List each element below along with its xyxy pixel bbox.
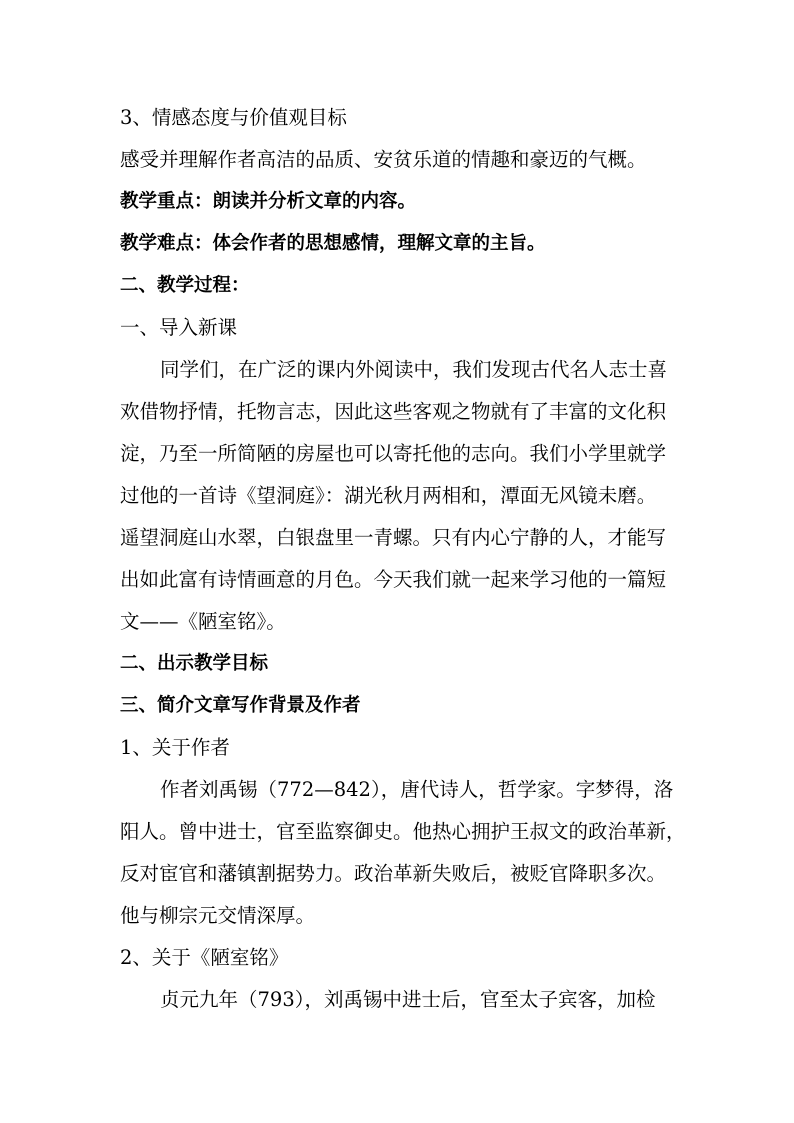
teaching-key-point: 教学重点：朗读并分析文章的内容。 [120, 191, 417, 212]
paragraph-line: 文——《陋室铭》。 [120, 610, 286, 633]
section-heading-show-goals: 二、出示教学目标 [120, 653, 269, 674]
paragraph-line: 他与柳宗元交情深厚。 [120, 904, 316, 927]
paragraph-line: 欢借物抒情，托物言志，因此这些客观之物就有了丰富的文化积 [120, 400, 667, 423]
subsection-heading-author: 1、关于作者 [120, 736, 230, 759]
paragraph-line: 感受并理解作者高洁的品质、安贫乐道的情趣和豪迈的气概。 [120, 148, 647, 171]
section-heading-emotion-goals: 3、情感态度与价值观目标 [120, 106, 347, 129]
paragraph-line: 阳人。曾中进士，官至监察御史。他热心拥护王叔文的政治革新， [120, 820, 686, 843]
subsection-heading-lou-shi-ming: 2、关于《陋室铭》 [120, 946, 289, 969]
paragraph-line: 出如此富有诗情画意的月色。今天我们就一起来学习他的一篇短 [120, 568, 667, 591]
section-heading-teaching-process: 二、教学过程： [120, 275, 250, 296]
paragraph-line: 贞元九年（793），刘禹锡中进士后，官至太子宾客，加检 [160, 988, 656, 1011]
paragraph-line: 遥望洞庭山水翠，白银盘里一青螺。只有内心宁静的人，才能写 [120, 526, 667, 549]
section-heading-background: 三、简介文章写作背景及作者 [120, 695, 361, 716]
section-heading-introduction: 一、导入新课 [120, 316, 238, 339]
paragraph-line: 过他的一首诗《望洞庭》：湖光秋月两相和，潭面无风镜未磨。 [120, 484, 657, 507]
paragraph-line: 作者刘禹锡（772—842），唐代诗人，哲学家。字梦得，洛 [160, 778, 674, 801]
paragraph-line: 同学们，在广泛的课内外阅读中，我们发现古代名人志士喜 [160, 358, 668, 381]
paragraph-line: 淀，乃至一所简陋的房屋也可以寄托他的志向。我们小学里就学 [120, 442, 667, 465]
paragraph-line: 反对宦官和藩镇割据势力。政治革新失败后，被贬官降职多次。 [120, 862, 667, 885]
teaching-difficulty: 教学难点：体会作者的思想感情，理解文章的主旨。 [120, 233, 546, 254]
